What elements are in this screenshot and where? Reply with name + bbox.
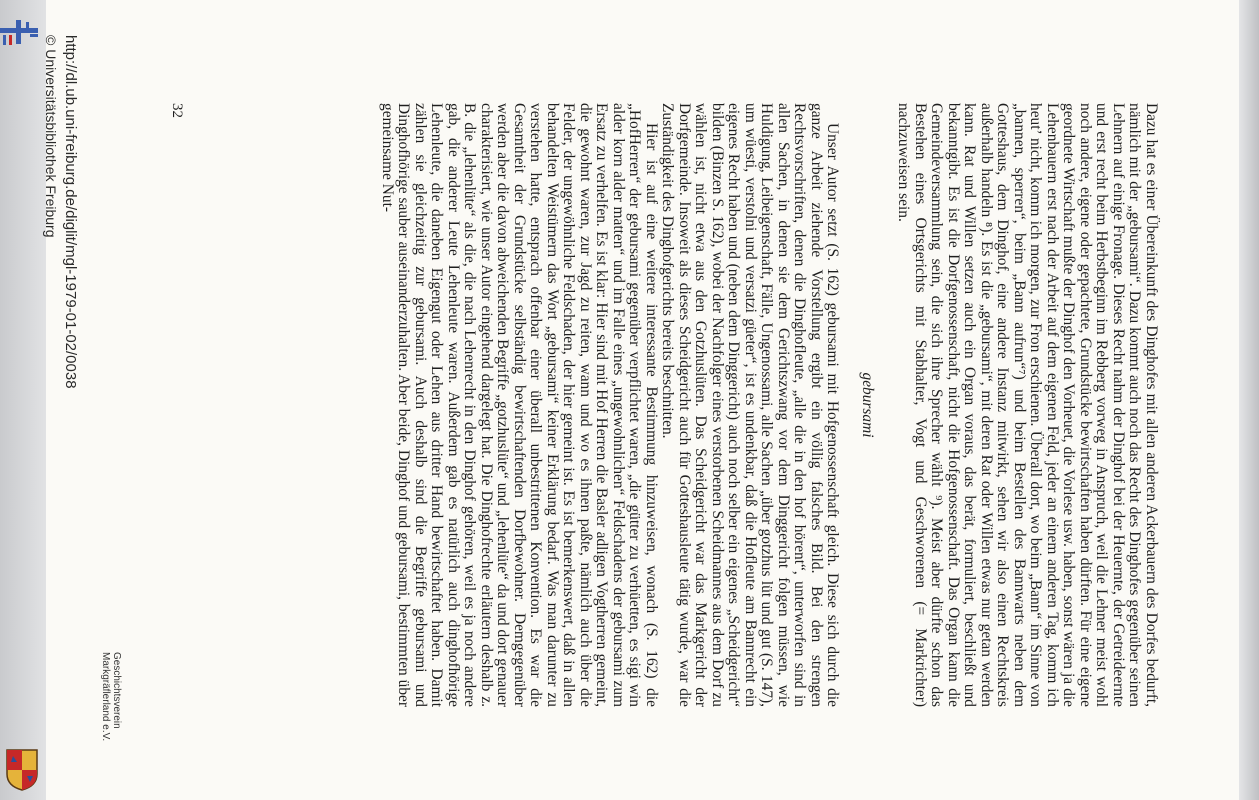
document-page: [43, 0, 1239, 800]
org-label-line2: Markgräflerland e.V.: [100, 652, 111, 742]
section-heading: gebursami: [859, 372, 876, 438]
body-text: [379, 103, 1160, 707]
rotated-page-content: [43, 15, 1231, 785]
ub-logo-icon: [0, 20, 42, 46]
viewer-left-margin: [0, 0, 46, 800]
footer-url: http://dl.ub.uni-freiburg.de/diglit/mgl-1979-01-02/0038: [62, 35, 79, 389]
footer-credit: © Universitätsbibliothek Freiburg: [43, 35, 59, 238]
coat-of-arms-icon: [5, 748, 39, 792]
paragraph: Dazu hat es einer Übereinkunft des Dinghofes mit allen anderen Ackerbauern des Dorfes bedurft, nämlich mit der „gebursami“. Dazu kommt auch noch das Recht des Dinghofes gegenüber seinen Lehnern auf einige Fronage. Dieses Recht nahm der Dinghof bei der Heuernte, der Getreideernte und erst recht beim Herbstbeginn im Rebberg vorweg in Anspruch, weil die Lehner meist wohl noch andere, eigene oder gepachtete, Grundstücke bewirtschaften haben dürften. Für eine eigene geordnete Wirtschaft mußte der Dinghof den Vorheuet, die Vorlese usw. haben, sonst wären ja die Lehenbauern erst nach der Arbeit auf dem eigenen Feld, jeder an einem anderen Tag, komm ich heut’ nicht, komm ich morgen, zur Fron erschienen. Überall dort, wo beim „Bann“ im Sinne von „bannen, sperren“, beim „Bann aufrun“⁷) und beim Bestellen des Bannwarts neben dem Gotteshaus, dem Dinghof, eine andere Instanz mitwirkt, sehen wir also einen Rechtskreis außerhalb handeln ⁸). Es ist die „gebursami“, mit deren Rat oder Willen etwas nur getan werden kann. Rat und Willen setzen auch ein Organ voraus, das berät, formuliert, beschließt und bekanntgibt. Es ist die Dorfgenossenschaft, nicht die Hofgenossenschaft. Das Organ kann die Gemeindeversammlung sein, die sich ihre Sprecher wählt ⁹). Meist aber dürfte schon das Bestehen eines Ortsgerichts mit Stabhalter, Vogt und Geschworenen (= Markrichter) nachzuweisen sein.: [895, 103, 1160, 707]
viewer-right-margin: [1239, 0, 1259, 800]
paragraph: Unser Autor setzt (S. 162) gebursami mit Hofgenossenschaft gleich. Diese sich durch die ganze Arbeit ziehende Vorstellung ergibt ein völlig falsches Bild. Bei den strengen Rechtsvorschriften, denen die Dinghofleute, „alle die in den hof hörent“, unterworfen sind in allen Sachen, in denen sie dem Gerichtszwang vor dem Dinggericht folgen müssen, wie Huldigung, Leibeigenschaft, Fälle, Ungenossami, alle Sachen „über gotzhus lüt und gut (S. 147), um wüesti, verstolni und versatzi güeter“, ist es undenkbar, daß die Hofleute am Bannrecht ein eigenes Recht haben und (neben dem Dinggericht) auch noch selber ein eigenes „Scheidgericht“ bilden (Binzen S. 162), wobei der Nachfolger eines verstorbenen Scheidmannes aus dem Dorf zu wählen ist, nicht etwa aus den Gotzhuslüten. Das Scheidgericht war das Markgericht der Dorfgemeinde. Insoweit als dieses Scheidgericht auch für Gotteshausleute tätig wurde, war die Zuständigkeit des Dinghofgerichts bereits beschnitten.: [659, 103, 842, 707]
paragraph: Hier ist auf eine weitere interessante Bestimmung hinzuweisen, wonach (S. 162) die „HofHerren“ der gebursami gegenüber verpflichtet waren, „die gütter zu verhüetten, es sigi win alder korn alder matten“ und im Falle eines „ungewohnlichen“ Feldschadens der gebursami zum Ersatz zu verhelfen. Es ist klar: Hier sind mit Hof Herren die Basler adligen Vogtherren gemeint, die gewohnt waren, zur Jagd zu reiten, wann und wo es ihnen paßte, nämlich auch über die Felder, der ungewöhnliche Feldschaden, der hier gemeint ist. Es ist bemerkenswert, daß in allen behandelten Weistümern das Wort „gebursami“ keiner Erklärung bedarf. Was man darunter zu verstehen hatte, entsprach offenbar einer überall unbestrittenen Konvention. Es war die Gesamtheit der Grundstücke selbständig bewirtschaftenden Dorfbewohner. Demgegenüber werden aber die davon abweichenden Begriffe „gotzhuslüte“ und „lehenlüte“ da und dort genauer charakterisiert, wie unser Autor eingehend dargelegt hat. Die Dinghofrechte erläutern deshalb z. B. die „lehenlüte“ als die, die nach Lehenrecht in den Dinghof gehören, weil es ja noch andere gab, die anderer Leute Lehenleute waren. Außerdem gab es natürlich auch dinghofhörige Lehenleute, die daneben Eigengut oder Lehen aus dritter Hand bewirtschaftet haben. Damit zählen sie gleichzeitig zur gebursami. Auch deshalb sind die Begriffe gebursami und Dinghofhörige sauber auseinanderzuhalten. Aber beide, Dinghof und gebursami, bestimmten über gemeinsame Nut-: [379, 103, 660, 707]
org-label-line1: Geschichtsverein: [111, 652, 122, 729]
page-number: 32: [169, 103, 185, 118]
organization-label: [100, 652, 130, 798]
